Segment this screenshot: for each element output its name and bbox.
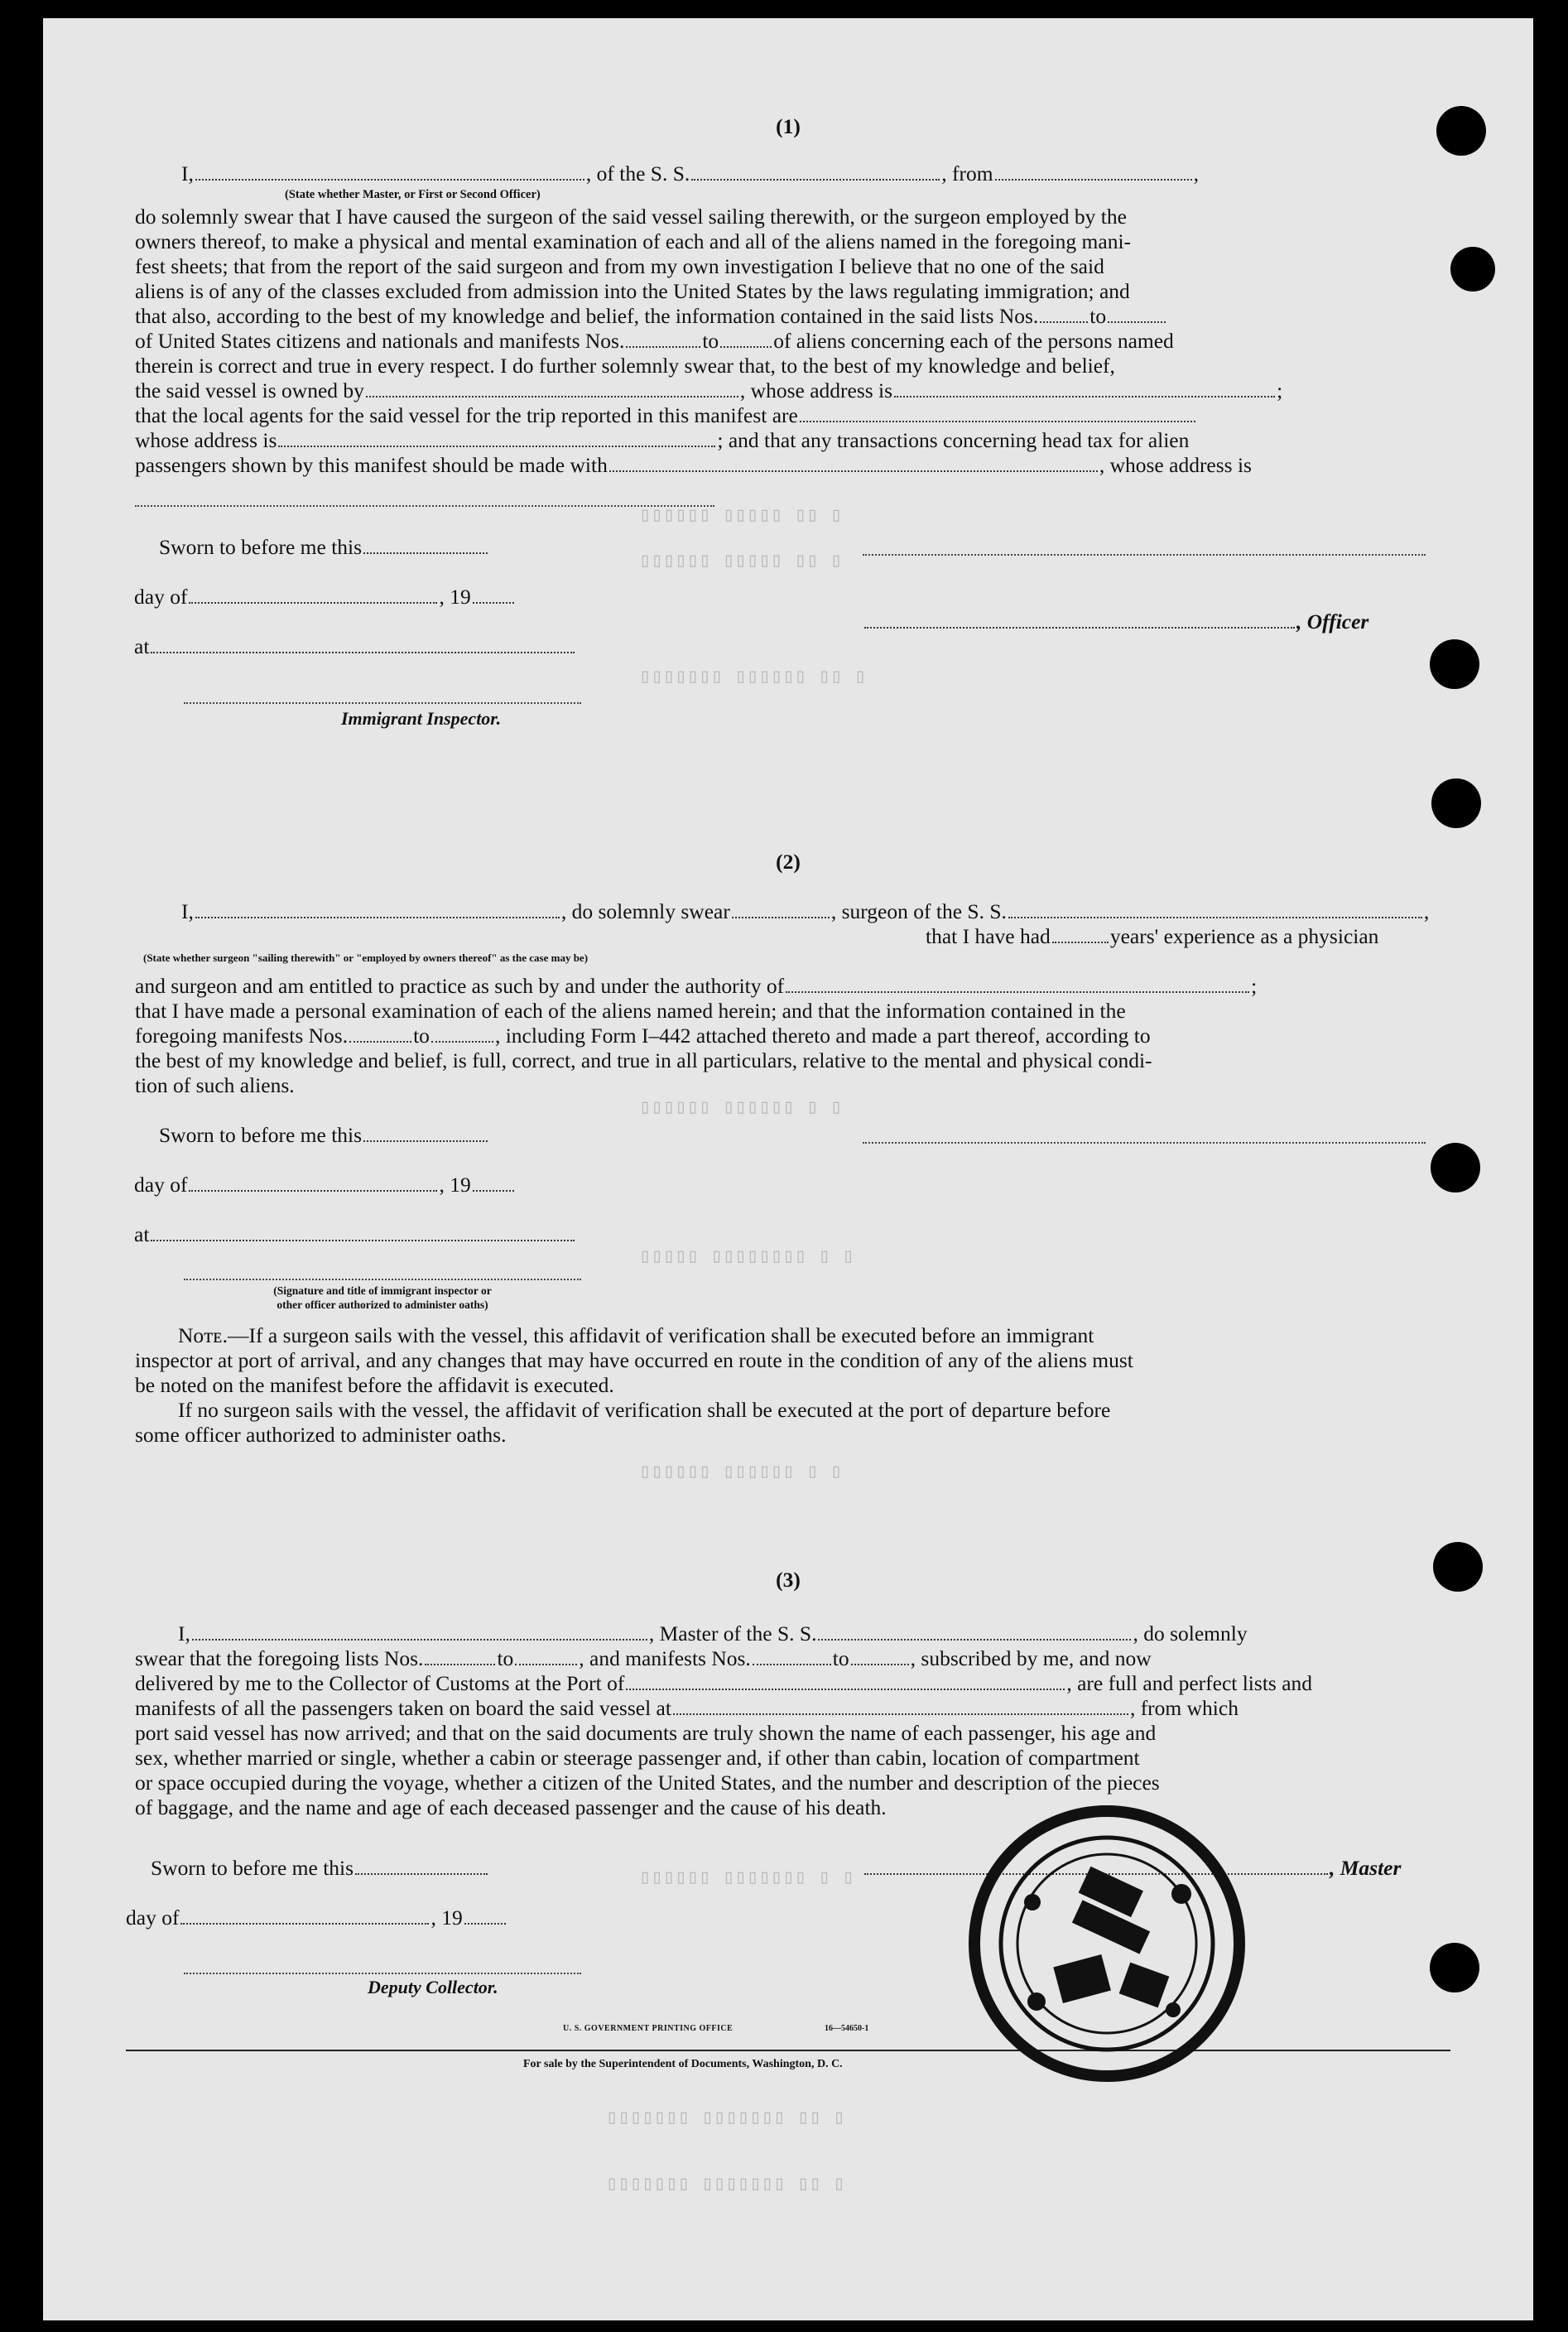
- section-2-oath-line-2: [926, 923, 1378, 949]
- text: swear that the foregoing lists Nos.: [135, 1646, 424, 1670]
- section-3-oath-line: [135, 1645, 1152, 1671]
- text: I,: [181, 161, 194, 186]
- text: the said vessel is owned by: [135, 378, 364, 402]
- text: years' experience as a physician: [1109, 924, 1379, 948]
- section-2-oath-line-1: [181, 899, 1429, 924]
- bleed-through-mark: ▯▯▯▯▯▯▯ ▯▯▯▯▯▯▯ ▯▯ ▯: [606, 2174, 845, 2196]
- text: passengers shown by this manifest should be made with: [135, 453, 608, 477]
- section-1-paragraph-line: therein is correct and true in every respect. I do further solemnly swear that, to the best of my knowledge and belief,: [135, 354, 1115, 378]
- at-place-1: [134, 634, 576, 659]
- gpo-form-code: 16—54650-1: [825, 2024, 869, 2033]
- text: , do solemnly swear: [560, 899, 730, 923]
- sworn-before-me-2: [159, 1122, 489, 1148]
- blank-manifest-to[interactable]: [720, 330, 772, 348]
- section-2-paragraph-line: that I have made a personal examination of each of the aliens named herein; and that the information contained in the: [135, 999, 1126, 1023]
- blank-month[interactable]: [189, 1174, 437, 1192]
- bleed-through-mark: ▯▯▯▯▯▯ ▯▯▯▯▯▯▯ ▯ ▯: [639, 1867, 854, 1890]
- official-seal-stamp: [958, 1803, 1256, 2084]
- for-sale-notice: For sale by the Superintendent of Documents, Washington, D. C.: [523, 2058, 843, 2070]
- blank-sworn-day[interactable]: [363, 537, 488, 554]
- text: Sworn to before me this: [159, 1123, 363, 1147]
- blank-list-from[interactable]: [425, 1648, 495, 1665]
- section-2-paragraph-line: [135, 973, 1257, 999]
- punch-hole: [1431, 1143, 1480, 1192]
- blank-year[interactable]: [464, 1907, 506, 1925]
- address-continuation-line: [135, 505, 714, 507]
- section-1-paragraph-line: [135, 427, 1189, 453]
- blank-manifest-from[interactable]: [753, 1648, 831, 1665]
- text: , whose address is: [1099, 453, 1252, 477]
- section-1-paragraph-line: [135, 378, 1282, 403]
- bleed-through-mark: ▯▯▯▯▯▯ ▯▯▯▯▯▯ ▯ ▯: [639, 1097, 843, 1120]
- section-1-paragraph-line: [135, 303, 1167, 329]
- blank-authority[interactable]: [786, 976, 1249, 993]
- blank-owner-address[interactable]: [894, 380, 1275, 398]
- day-of-1: [134, 584, 516, 610]
- gpo-imprint: U. S. GOVERNMENT PRINTING OFFICE: [563, 2024, 733, 2033]
- blank-manifest-from[interactable]: [349, 1025, 411, 1043]
- text: that I have had: [926, 924, 1051, 948]
- punch-hole: [1431, 778, 1481, 828]
- text: to: [497, 1646, 514, 1670]
- text: day of: [126, 1906, 180, 1930]
- at-place-2: [134, 1221, 576, 1247]
- note-line: Nᴏᴛᴇ.—If a surgeon sails with the vessel, this affidavit of verification shall be executed before an immigrant: [178, 1323, 1094, 1347]
- bleed-through-mark: ▯▯▯▯▯▯ ▯▯▯▯▯▯ ▯ ▯: [639, 1462, 843, 1484]
- section-3-oath-line: port said vessel has now arrived; and that on the said documents are truly shown the name of each passenger, his age and: [135, 1721, 1157, 1745]
- blank-list-to[interactable]: [515, 1648, 577, 1665]
- bleed-through-mark: ▯▯▯▯▯▯ ▯▯▯▯▯ ▯▯ ▯: [639, 505, 843, 528]
- text: foregoing manifests Nos.: [135, 1024, 349, 1048]
- section-3-oath-line: or space occupied during the voyage, whether a citizen of the United States, and the number and description of the pieces: [135, 1771, 1160, 1795]
- section-3-oath-line: [178, 1621, 1248, 1646]
- text: Sworn to before me this: [151, 1856, 354, 1880]
- section-2-paragraph-line: tion of such aliens.: [135, 1073, 295, 1097]
- text: , whose address is: [739, 378, 893, 402]
- text: , including Form I–442 attached thereto and made a part thereof, according to: [494, 1024, 1151, 1048]
- note-line: be noted on the manifest before the affidavit is executed.: [135, 1373, 614, 1397]
- section-1-paragraph-line: [135, 452, 1252, 478]
- blank-manifest-to[interactable]: [851, 1648, 909, 1665]
- blank-owner[interactable]: [366, 380, 738, 398]
- day-of-2: [134, 1172, 516, 1197]
- text: , from: [941, 161, 993, 186]
- text: , surgeon of the S. S.: [830, 899, 1007, 923]
- text: of United States citizens and nationals and manifests Nos.: [135, 329, 625, 353]
- bleed-through-mark: ▯▯▯▯▯ ▯▯▯▯▯▯▯▯ ▯ ▯: [639, 1246, 854, 1269]
- blank-year[interactable]: [473, 1174, 514, 1192]
- sworn-before-me-3: [151, 1855, 489, 1881]
- section-1-paragraph-line: do solemnly swear that I have caused the surgeon of the said vessel sailing therewith, or the surgeon employed by the: [135, 205, 1127, 229]
- punch-hole: [1430, 1943, 1479, 1992]
- text: day of: [134, 1173, 188, 1197]
- section-1-paragraph-line: owners thereof, to make a physical and mental examination of each and all of the aliens named in the foregoing mani-: [135, 229, 1132, 253]
- text: , of the S. S.: [585, 161, 690, 186]
- blank-place[interactable]: [151, 636, 575, 653]
- text: to: [832, 1646, 849, 1670]
- blank-port[interactable]: [626, 1673, 1065, 1690]
- section-1-oath-line-1: [181, 161, 1199, 186]
- text: , are full and perfect lists and: [1066, 1671, 1313, 1695]
- sworn-before-me-1: [159, 534, 489, 560]
- punch-hole: [1450, 247, 1495, 292]
- text: , Master: [1330, 1856, 1402, 1880]
- blank-head-tax-contact[interactable]: [609, 455, 1098, 472]
- officer-title-caption: (State whether Master, or First or Second Officer): [285, 188, 541, 201]
- surgeon-signature-line[interactable]: [863, 1142, 1426, 1144]
- note-line: If no surgeon sails with the vessel, the affidavit of verification shall be executed at the port of departure before: [178, 1398, 1111, 1422]
- immigrant-inspector-label: Immigrant Inspector.: [341, 708, 502, 729]
- surgeon-type-caption: (State whether surgeon "sailing therewith" or "employed by owners thereof" as the case may be): [143, 952, 589, 964]
- text: I,: [178, 1621, 190, 1645]
- section-1-paragraph-line: fest sheets; that from the report of the said surgeon and from my own investigation I believe that no one of the said: [135, 254, 1104, 278]
- text: , do solemnly: [1133, 1621, 1248, 1645]
- section-3-oath-line: sex, whether married or single, whether a cabin or steerage passenger and, if other than cabin, location of compartment: [135, 1746, 1140, 1770]
- blank-master-name[interactable]: [192, 1623, 647, 1641]
- text: delivered by me to the Collector of Customs at the Port of: [135, 1671, 625, 1695]
- blank-place[interactable]: [151, 1224, 575, 1241]
- section-3-heading: (3): [776, 1568, 801, 1592]
- text: , 19: [430, 1906, 463, 1930]
- manifest-back-page: [43, 18, 1533, 2320]
- blank-list-to[interactable]: [1108, 306, 1166, 323]
- blank-month[interactable]: [189, 586, 437, 604]
- blank-sworn-day[interactable]: [355, 1857, 488, 1875]
- text: to: [413, 1024, 430, 1048]
- text: that also, according to the best of my knowledge and belief, the information contained in the said lists Nos.: [135, 304, 1039, 328]
- bleed-through-mark: ▯▯▯▯▯▯▯ ▯▯▯▯▯▯▯ ▯▯ ▯: [606, 2108, 845, 2130]
- blank-surgeon-type[interactable]: [732, 901, 830, 918]
- inspector-signature-line[interactable]: [184, 1279, 581, 1280]
- text: ,: [1193, 161, 1199, 186]
- blank-officer-title[interactable]: [195, 163, 584, 181]
- blank-surgeon-ship[interactable]: [1008, 901, 1422, 918]
- note-line: inspector at port of arrival, and any changes that may have occurred en route in the condition of any of the aliens must: [135, 1348, 1133, 1372]
- blank-master-ship[interactable]: [818, 1623, 1131, 1641]
- blank-manifest-from[interactable]: [626, 330, 700, 348]
- punch-hole: [1433, 1542, 1483, 1592]
- inspector-signature-line[interactable]: [184, 702, 581, 704]
- text: and surgeon and am entitled to practice as such by and under the authority of: [135, 974, 785, 998]
- blank-surgeon-name[interactable]: [195, 901, 560, 918]
- blank-month[interactable]: [180, 1907, 429, 1925]
- section-1-paragraph-line: [135, 402, 1197, 428]
- blank-local-agents[interactable]: [800, 405, 1195, 422]
- section-2-paragraph-line: the best of my knowledge and belief, is full, correct, and true in all particulars, relative to the mental and physical condi-: [135, 1048, 1152, 1072]
- section-3-oath-line: [135, 1695, 1239, 1721]
- text: to: [702, 329, 719, 353]
- section-2-paragraph-line: [135, 1023, 1151, 1048]
- text: , 19: [439, 1173, 471, 1197]
- note-line: some officer authorized to administer oaths.: [135, 1423, 507, 1447]
- blank-manifest-to[interactable]: [431, 1025, 493, 1043]
- section-3-oath-line: of baggage, and the name and age of each deceased passenger and the cause of his death.: [135, 1795, 887, 1819]
- text: ,: [1423, 899, 1430, 923]
- section-3-oath-line: [135, 1670, 1312, 1696]
- blank-officer-signature[interactable]: [864, 611, 1295, 629]
- section-1-heading: (1): [776, 114, 801, 138]
- blank-sworn-day[interactable]: [363, 1125, 488, 1142]
- section-1-paragraph-line: aliens is of any of the classes excluded from admission into the United States by the laws regulating immigration; and: [135, 279, 1130, 303]
- text: , subscribed by me, and now: [910, 1646, 1152, 1670]
- blank-list-from[interactable]: [1040, 306, 1088, 323]
- signature-caption-2: other officer authorized to administer oaths): [277, 1298, 488, 1311]
- text: at: [134, 634, 150, 658]
- text: , Officer: [1296, 610, 1369, 634]
- signature-caption-1: (Signature and title of immigrant inspector or: [273, 1284, 492, 1297]
- section-1-paragraph-line: [135, 328, 1174, 354]
- text: ;: [1277, 378, 1283, 402]
- text: whose address is: [135, 428, 277, 452]
- text: , Master of the S. S.: [648, 1621, 817, 1645]
- blank-agents-address[interactable]: [278, 430, 715, 447]
- officer-signature: [863, 609, 1368, 634]
- officer-signature-line-top[interactable]: [863, 554, 1426, 556]
- text: , from which: [1129, 1696, 1239, 1720]
- blank-ship-name[interactable]: [691, 163, 940, 181]
- text: Sworn to before me this: [159, 535, 363, 559]
- text: day of: [134, 585, 188, 609]
- text: manifests of all the passengers taken on board the said vessel at: [135, 1696, 671, 1720]
- blank-from-port[interactable]: [995, 163, 1192, 181]
- bleed-through-mark: ▯▯▯▯▯▯ ▯▯▯▯▯ ▯▯ ▯: [639, 551, 843, 573]
- text: I,: [181, 899, 194, 923]
- punch-hole: [1436, 106, 1486, 156]
- text: of aliens concerning each of the persons named: [773, 329, 1174, 353]
- text: to: [1089, 304, 1107, 328]
- day-of-3: [126, 1905, 507, 1930]
- section-2-heading: (2): [776, 850, 801, 874]
- text: that the local agents for the said vessel for the trip reported in this manifest are: [135, 403, 798, 427]
- text: , 19: [439, 585, 471, 609]
- deputy-collector-label: Deputy Collector.: [368, 1977, 498, 1997]
- blank-year[interactable]: [473, 586, 514, 604]
- text: , and manifests Nos.: [579, 1646, 751, 1670]
- blank-departure-port[interactable]: [673, 1698, 1128, 1715]
- text: ; and that any transactions concerning head tax for alien: [717, 428, 1190, 452]
- text: at: [134, 1222, 150, 1246]
- blank-years-experience[interactable]: [1052, 926, 1109, 943]
- bleed-through-mark: ▯▯▯▯▯▯▯ ▯▯▯▯▯▯ ▯▯ ▯: [639, 667, 867, 689]
- text: ;: [1251, 974, 1258, 998]
- punch-hole: [1430, 639, 1479, 689]
